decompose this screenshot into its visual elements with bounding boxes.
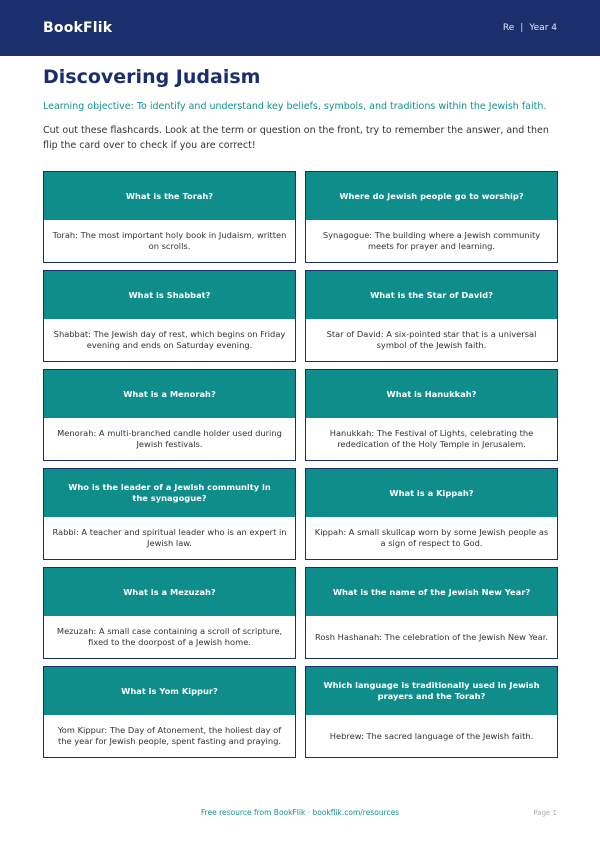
flashcard-answer: Synagogue: The building where a Jewish community meets for prayer and learning. [322,230,541,251]
flashcard-answer: Hanukkah: The Festival of Lights, celebrating the rededication of the Holy Temple in Jerusalem. [329,428,534,449]
flashcard-question: What is a Kippah? [306,469,557,517]
flashcard-answer: Mezuzah: A small case containing a scroll of scripture, fixed to the doorpost of a Jewish home. [56,626,283,647]
flashcard-answer: Shabbat: The Jewish day of rest, which begins on Friday evening and ends on Saturday evening. [53,329,286,350]
flashcard [43,567,296,659]
meta-separator: | [520,23,524,33]
flashcard-grid [43,171,558,758]
flashcard-answer: Torah: The most important holy book in Judaism, written on scrolls. [52,230,287,251]
flashcard [305,369,558,461]
flashcard-answer: Kippah: A small skullcap worn by some Jewish people as a sign of respect to God. [314,527,549,548]
flashcard [43,369,296,461]
flashcard [305,666,558,758]
flashcard [43,666,296,758]
header-meta [503,23,557,33]
flashcard-question: What is Hanukkah? [306,370,557,418]
learning-objective: Learning objective: To identify and understand key beliefs, symbols, and traditions within the Jewish faith. [43,101,547,112]
header-bar [0,0,600,56]
subject-label: Re [502,23,515,33]
flashcard-question: Which language is traditionally used in Jewish prayers and the Torah? [306,667,557,715]
flashcard [305,270,558,362]
flashcard-question: What is the Star of David? [306,271,557,319]
flashcard [305,468,558,560]
footer-text: Free resource from BookFlik · bookflik.com/resources [200,808,400,817]
page-number: Page 1 [533,809,557,817]
flashcard-answer: Rosh Hashanah: The celebration of the Jewish New Year. [314,631,549,642]
flashcard-answer: Star of David: A six-pointed star that is a universal symbol of the Jewish faith. [326,329,537,350]
year-label: Year 4 [529,23,557,33]
page-title: Discovering Judaism [43,66,261,88]
flashcard-question: Where do Jewish people go to worship? [306,172,557,220]
flashcard-answer: Yom Kippur: The Day of Atonement, the holiest day of the year for Jewish people, spent fasting and praying. [57,725,282,746]
instructions-text: Cut out these flashcards. Look at the term or question on the front, try to remember the answer, and then flip the card over to check if you are correct! [43,125,549,151]
flashcard-question: What is the name of the Jewish New Year? [306,568,557,616]
flashcard-question: What is Yom Kippur? [44,667,295,715]
flashcard-question: What is a Menorah? [44,370,295,418]
flashcard-answer: Rabbi: A teacher and spiritual leader who is an expert in Jewish law. [52,527,287,548]
flashcard [43,270,296,362]
flashcard-question: What is Shabbat? [44,271,295,319]
flashcard-question: Who is the leader of a Jewish community in the synagogue? [44,469,295,517]
brand-logo-text: BookFlik [43,20,113,36]
flashcard-answer: Hebrew: The sacred language of the Jewish faith. [329,730,534,741]
flashcard [305,171,558,263]
flashcard [43,468,296,560]
flashcard-answer: Menorah: A multi-branched candle holder used during Jewish festivals. [57,428,282,449]
flashcard-question: What is the Torah? [44,172,295,220]
flashcard-question: What is a Mezuzah? [44,568,295,616]
flashcard [305,567,558,659]
flashcard [43,171,296,263]
